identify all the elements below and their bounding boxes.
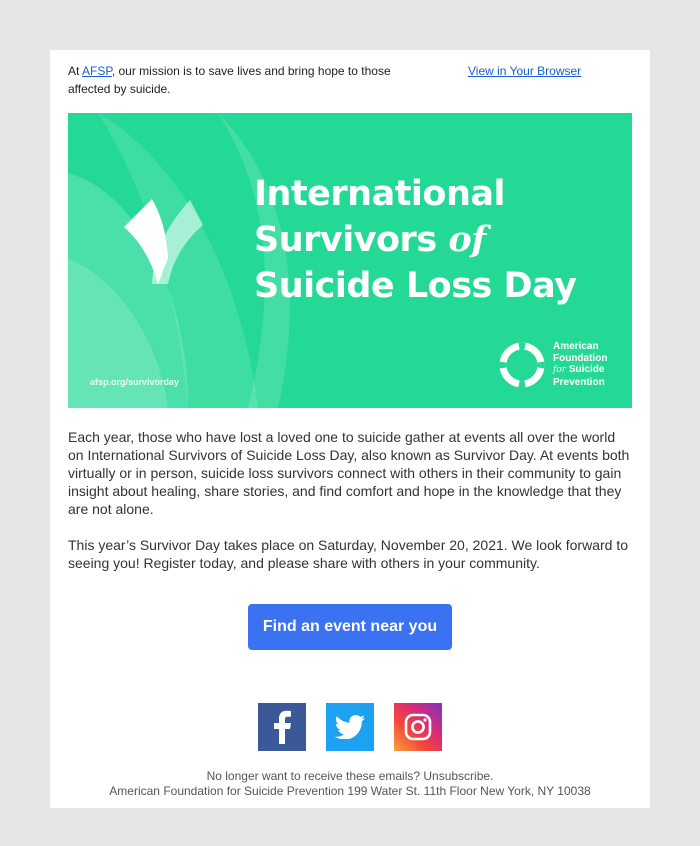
find-event-button[interactable]: Find an event near you [248,604,452,650]
unsubscribe-text[interactable]: No longer want to receive these emails? Unsubscribe. [206,769,494,783]
body-paragraph-2: This year’s Survivor Day takes place on Saturday, November 20, 2021. We look forward to seeing you! Register today, and please share with others in your community. [68,537,629,571]
twitter-button[interactable] [326,703,374,751]
lifebuoy-logo-icon [498,341,546,389]
hero-banner [68,113,632,408]
twitter-icon [335,715,365,739]
body-paragraph-1: Each year, those who have lost a loved one to suicide gather at events all over the world on International Survivors of Suicide Loss Day, also known as Survivor Day. At events both virtually or in person, suicide loss survivors connect with others in their community to gain insight about healing, share stories, and find comfort and hope in the knowledge that they are not alone. [68,429,630,517]
preheader-text: At AFSP, our mission is to save lives and bring hope to those affected by suicide. [68,64,391,96]
view-in-browser-link[interactable]: View in Your Browser [468,64,582,78]
hero-url: afsp.org/survivorday [90,377,180,387]
instagram-button[interactable] [394,703,442,751]
facebook-button[interactable] [258,703,306,751]
email-card [50,50,650,808]
facebook-icon [272,710,292,744]
afsp-logo-text: American Foundation for Suicide Prevention [553,341,608,388]
hero-title: International Survivors of Suicide Loss Day [254,174,577,306]
instagram-icon [404,713,432,741]
afsp-link[interactable]: AFSP [82,64,112,78]
footer-address: American Foundation for Suicide Prevention 199 Water St. 11th Floor New York, NY 10038 [109,784,591,798]
